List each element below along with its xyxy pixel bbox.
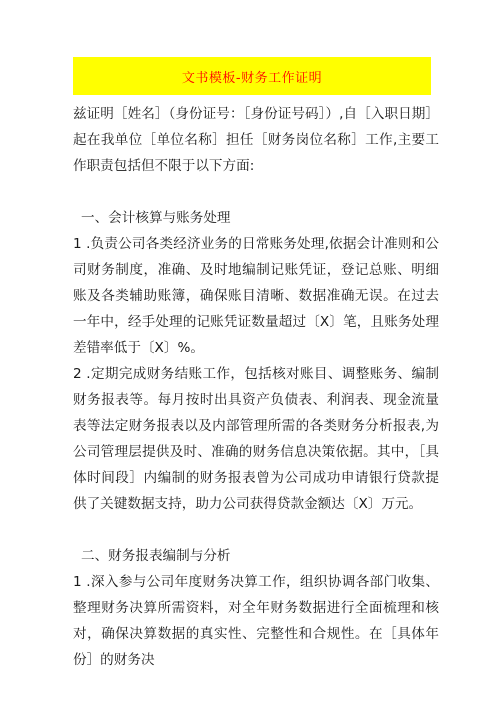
section-item-accounting-1: 1 .负责公司各类经济业务的日常账务处理,依据会计准则和公司财务制度，准确、及时地编制记账凭证，登记总账、明细账及各类辅助账簿，确保账目清晰、数据准确无误。在过去一年中，经手处理的记账凭证数量超过〔X〕笔，且账务处理差错率低于〔X〕%。 [73, 236, 439, 356]
section-item-reporting-1: 1 .深入参与公司年度财务决算工作，组织协调各部门收集、整理财务决算所需资料，对全年财务数据进行全面梳理和核对，确保决算数据的真实性、完整性和合规性。在［具体年份］的财务决 [73, 574, 439, 668]
document-body [73, 101, 439, 673]
intro-paragraph: 兹证明［姓名］（身份证号：［身份证号码］）,自［入职日期］起在我单位［单位名称］担任［财务岗位名称］工作,主要工作职责包括但不限于以下方面: [73, 106, 439, 174]
section-heading-accounting: 一、会计核算与账务处理 [81, 210, 231, 226]
section-heading-reporting: 二、财务报表编制与分析 [81, 548, 231, 564]
title-banner [73, 57, 431, 95]
section-item-accounting-2: 2 .定期完成财务结账工作，包括核对账目、调整账务、编制财务报表等。每月按时出具资产负债表、利润表、现金流量表等法定财务报表以及内部管理所需的各类财务分析报表,为公司管理层提供及时、准确的财务信息决策依据。其中，［具体时间段］内编制的财务报表曾为公司成功申请银行贷款提供了关键数据支持，助力公司获得贷款金额达〔X〕万元。 [73, 366, 439, 512]
document-title: 文书模板-财务工作证明 [181, 70, 323, 86]
